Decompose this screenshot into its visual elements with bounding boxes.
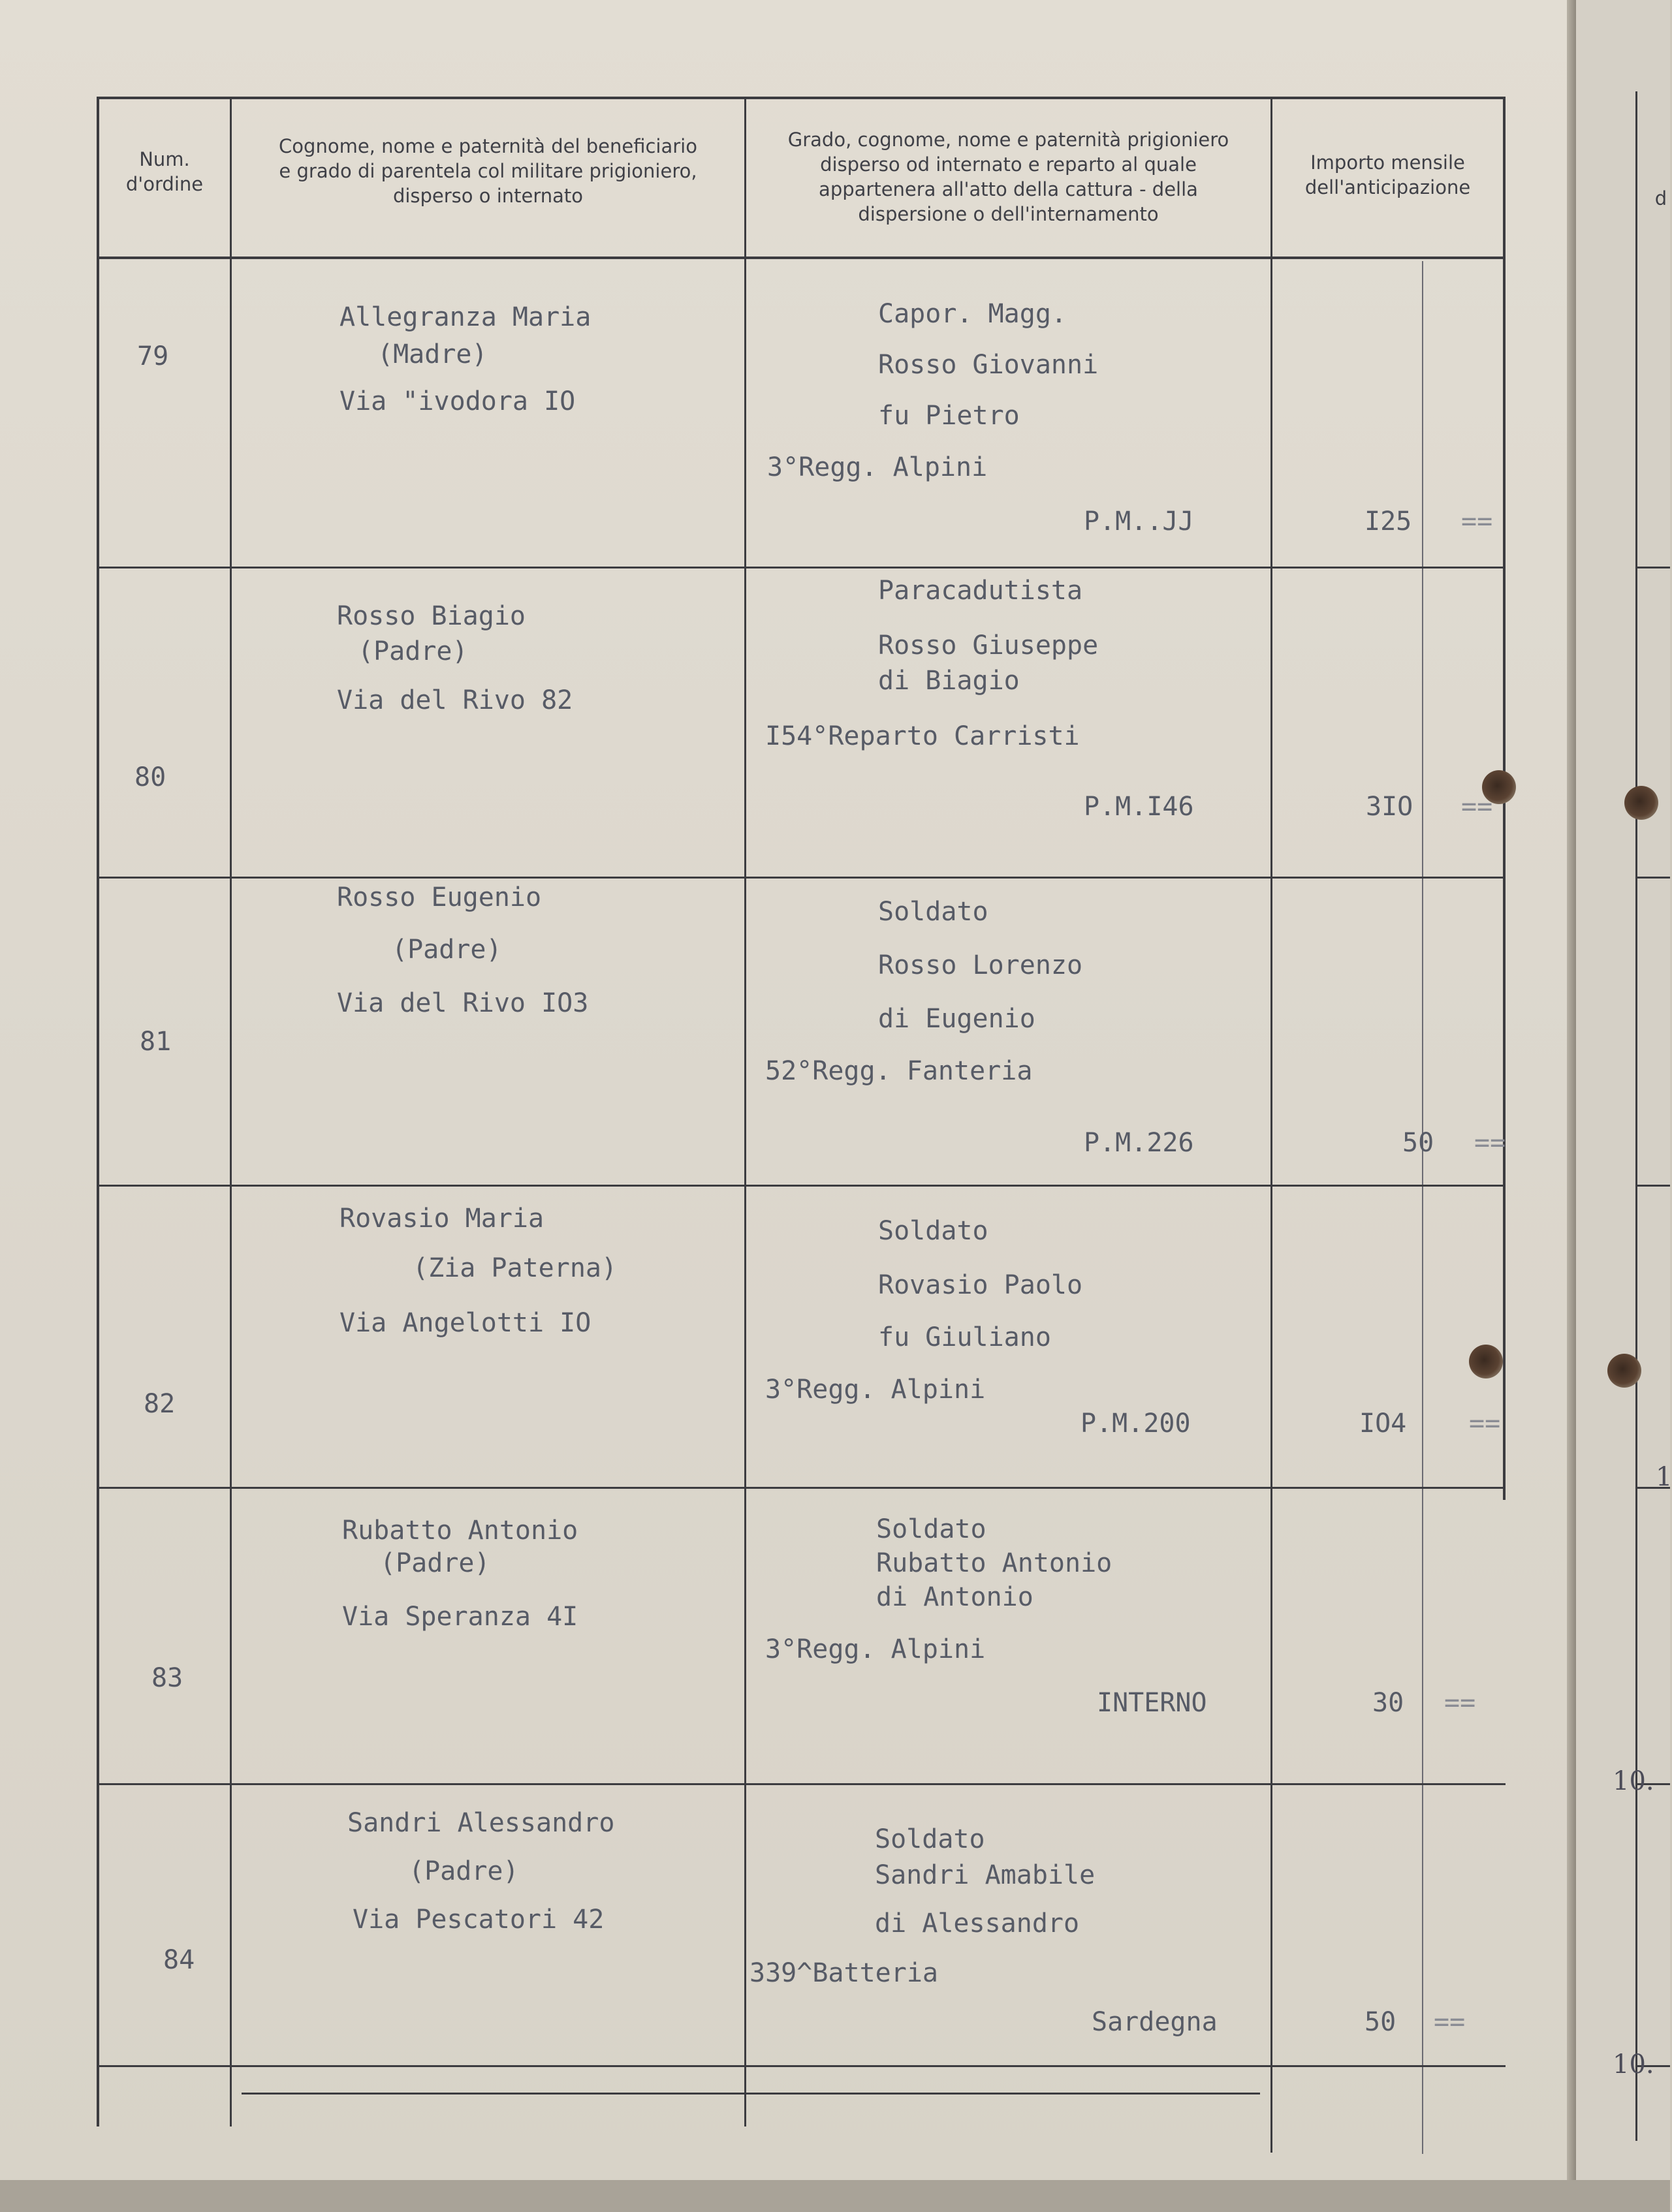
row-81-soldier-rank: Soldato bbox=[878, 897, 988, 927]
row-83-soldier-rank: Soldato bbox=[876, 1514, 986, 1544]
row-82-soldier-rank: Soldato bbox=[878, 1216, 988, 1246]
header-next-page-fragment: d bbox=[1654, 187, 1667, 210]
row-83-beneficiary-name: Rubatto Antonio bbox=[342, 1516, 578, 1546]
next-page-punch-hole-upper bbox=[1624, 786, 1658, 820]
row-79-soldier-paternity: fu Pietro bbox=[878, 401, 1020, 431]
row-82-beneficiary-address: Via Angelotti IO bbox=[339, 1308, 592, 1338]
row-80-amount: 3IO bbox=[1366, 792, 1413, 822]
row-84-num: 84 bbox=[163, 1945, 195, 1975]
sheet-edge bbox=[1567, 0, 1576, 2212]
row-80-beneficiary-relation: (Padre) bbox=[358, 636, 468, 666]
next-page-line-1 bbox=[1635, 567, 1670, 569]
row-80-num: 80 bbox=[134, 762, 166, 792]
row-82-soldier-name: Rovasio Paolo bbox=[878, 1270, 1083, 1300]
row-83-soldier-name: Rubatto Antonio bbox=[876, 1548, 1112, 1578]
row-84-dash: == bbox=[1434, 2007, 1466, 2037]
row-83-soldier-paternity: di Antonio bbox=[876, 1582, 1033, 1612]
row-81-beneficiary-name: Rosso Eugenio bbox=[337, 882, 542, 912]
table-border-top bbox=[97, 97, 1506, 99]
row-81-beneficiary-address: Via del Rivo IO3 bbox=[337, 988, 589, 1018]
row-82-amount: IO4 bbox=[1359, 1409, 1407, 1439]
row-82-beneficiary-name: Rovasio Maria bbox=[339, 1204, 544, 1234]
row-81-soldier-paternity: di Eugenio bbox=[878, 1004, 1035, 1034]
row-84-amount: 50 bbox=[1364, 2007, 1396, 2037]
row-84-post: Sardegna bbox=[1092, 2007, 1218, 2037]
row-80-soldier-unit: I54°Reparto Carristi bbox=[765, 721, 1080, 751]
row-81-soldier-unit: 52°Regg. Fanteria bbox=[765, 1056, 1033, 1086]
row-divider-82 bbox=[97, 1487, 1506, 1489]
row-80-soldier-name: Rosso Giuseppe bbox=[878, 631, 1099, 661]
row-80-soldier-paternity: di Biagio bbox=[878, 666, 1020, 696]
row-79-soldier-unit: 3°Regg. Alpini bbox=[767, 452, 988, 482]
row-84-beneficiary-address: Via Pescatori 42 bbox=[353, 1905, 605, 1935]
row-divider-80 bbox=[97, 877, 1506, 879]
header-beneficiary: Cognome, nome e paternità del beneficiario e grado di parentela col militare prigioniero, disperso o internato bbox=[279, 135, 697, 207]
next-page-line-3 bbox=[1635, 1185, 1670, 1187]
margin-fragment-1: 1 bbox=[1656, 1462, 1672, 1492]
row-81-post: P.M.226 bbox=[1084, 1128, 1194, 1158]
row-84-soldier-name: Sandri Amabile bbox=[875, 1860, 1096, 1890]
row-83-beneficiary-relation: (Padre) bbox=[380, 1548, 490, 1578]
column-divider-1 bbox=[230, 97, 232, 2126]
row-81-dash: == bbox=[1474, 1128, 1506, 1158]
row-83-post: INTERNO bbox=[1097, 1688, 1207, 1718]
row-79-beneficiary-address: Via "ivodora IO bbox=[339, 386, 576, 416]
row-80-dash: == bbox=[1461, 792, 1493, 822]
row-81-soldier-name: Rosso Lorenzo bbox=[878, 950, 1083, 980]
row-79-dash: == bbox=[1461, 506, 1493, 537]
punch-hole-lower bbox=[1469, 1345, 1503, 1379]
margin-fragment-2: 10. bbox=[1613, 1766, 1654, 1796]
header-bottom-line bbox=[97, 257, 1506, 259]
margin-fragment-3: 10. bbox=[1613, 2049, 1654, 2080]
row-divider-81 bbox=[97, 1185, 1506, 1187]
row-79-beneficiary-relation: (Madre) bbox=[377, 339, 488, 369]
row-83-beneficiary-address: Via Speranza 4I bbox=[342, 1602, 578, 1632]
row-79-beneficiary-name: Allegranza Maria bbox=[339, 302, 592, 332]
row-79-amount: I25 bbox=[1364, 506, 1412, 537]
row-83-num: 83 bbox=[151, 1663, 183, 1693]
column-divider-2 bbox=[744, 97, 746, 2126]
row-84-beneficiary-relation: (Padre) bbox=[409, 1856, 519, 1886]
row-81-amount: 50 bbox=[1402, 1128, 1434, 1158]
row-81-beneficiary-relation: (Padre) bbox=[392, 935, 502, 965]
amount-subdivider bbox=[1422, 261, 1423, 2154]
row-82-soldier-unit: 3°Regg. Alpini bbox=[765, 1375, 986, 1405]
row-divider-79 bbox=[97, 567, 1506, 569]
row-divider-83 bbox=[97, 1783, 1506, 1785]
next-page-line-2 bbox=[1635, 877, 1670, 879]
row-82-post: P.M.200 bbox=[1080, 1409, 1191, 1439]
next-page-punch-hole-lower bbox=[1607, 1354, 1641, 1388]
row-80-beneficiary-name: Rosso Biagio bbox=[337, 601, 526, 631]
bottom-strip bbox=[0, 2180, 1670, 2212]
table-border-left bbox=[97, 97, 99, 2126]
row-82-soldier-paternity: fu Giuliano bbox=[878, 1322, 1051, 1352]
header-num: Num. d'ordine bbox=[125, 148, 204, 195]
table-bottom-line bbox=[242, 2093, 1260, 2095]
row-79-post: P.M..JJ bbox=[1084, 506, 1194, 537]
row-84-soldier-rank: Soldato bbox=[875, 1824, 985, 1854]
column-divider-3 bbox=[1270, 97, 1272, 2153]
row-80-beneficiary-address: Via del Rivo 82 bbox=[337, 685, 573, 715]
header-amount: Importo mensile dell'anticipazione bbox=[1304, 151, 1471, 198]
row-84-soldier-unit: 339^Batteria bbox=[749, 1958, 938, 1988]
header-soldier: Grado, cognome, nome e paternità prigioniero disperso od internato e reparto al quale appartenera all'atto della cattura - della dispersione o dell'internamento bbox=[787, 129, 1229, 225]
row-82-beneficiary-relation: (Zia Paterna) bbox=[413, 1253, 618, 1283]
next-page-border bbox=[1635, 91, 1637, 2141]
row-83-soldier-unit: 3°Regg. Alpini bbox=[765, 1634, 986, 1664]
row-79-soldier-rank: Capor. Magg. bbox=[878, 299, 1067, 329]
row-83-dash: == bbox=[1444, 1688, 1476, 1718]
row-79-soldier-name: Rosso Giovanni bbox=[878, 350, 1099, 380]
row-82-num: 82 bbox=[144, 1389, 176, 1419]
row-80-post: P.M.I46 bbox=[1084, 792, 1194, 822]
row-83-amount: 30 bbox=[1372, 1688, 1404, 1718]
row-80-soldier-rank: Paracadutista bbox=[878, 576, 1083, 606]
adjacent-page bbox=[1576, 0, 1670, 2212]
row-81-num: 81 bbox=[140, 1027, 172, 1057]
row-82-dash: == bbox=[1469, 1409, 1501, 1439]
row-divider-84 bbox=[97, 2065, 1506, 2067]
row-79-num: 79 bbox=[137, 341, 169, 371]
row-84-beneficiary-name: Sandri Alessandro bbox=[347, 1808, 615, 1838]
row-84-soldier-paternity: di Alessandro bbox=[875, 1908, 1080, 1939]
